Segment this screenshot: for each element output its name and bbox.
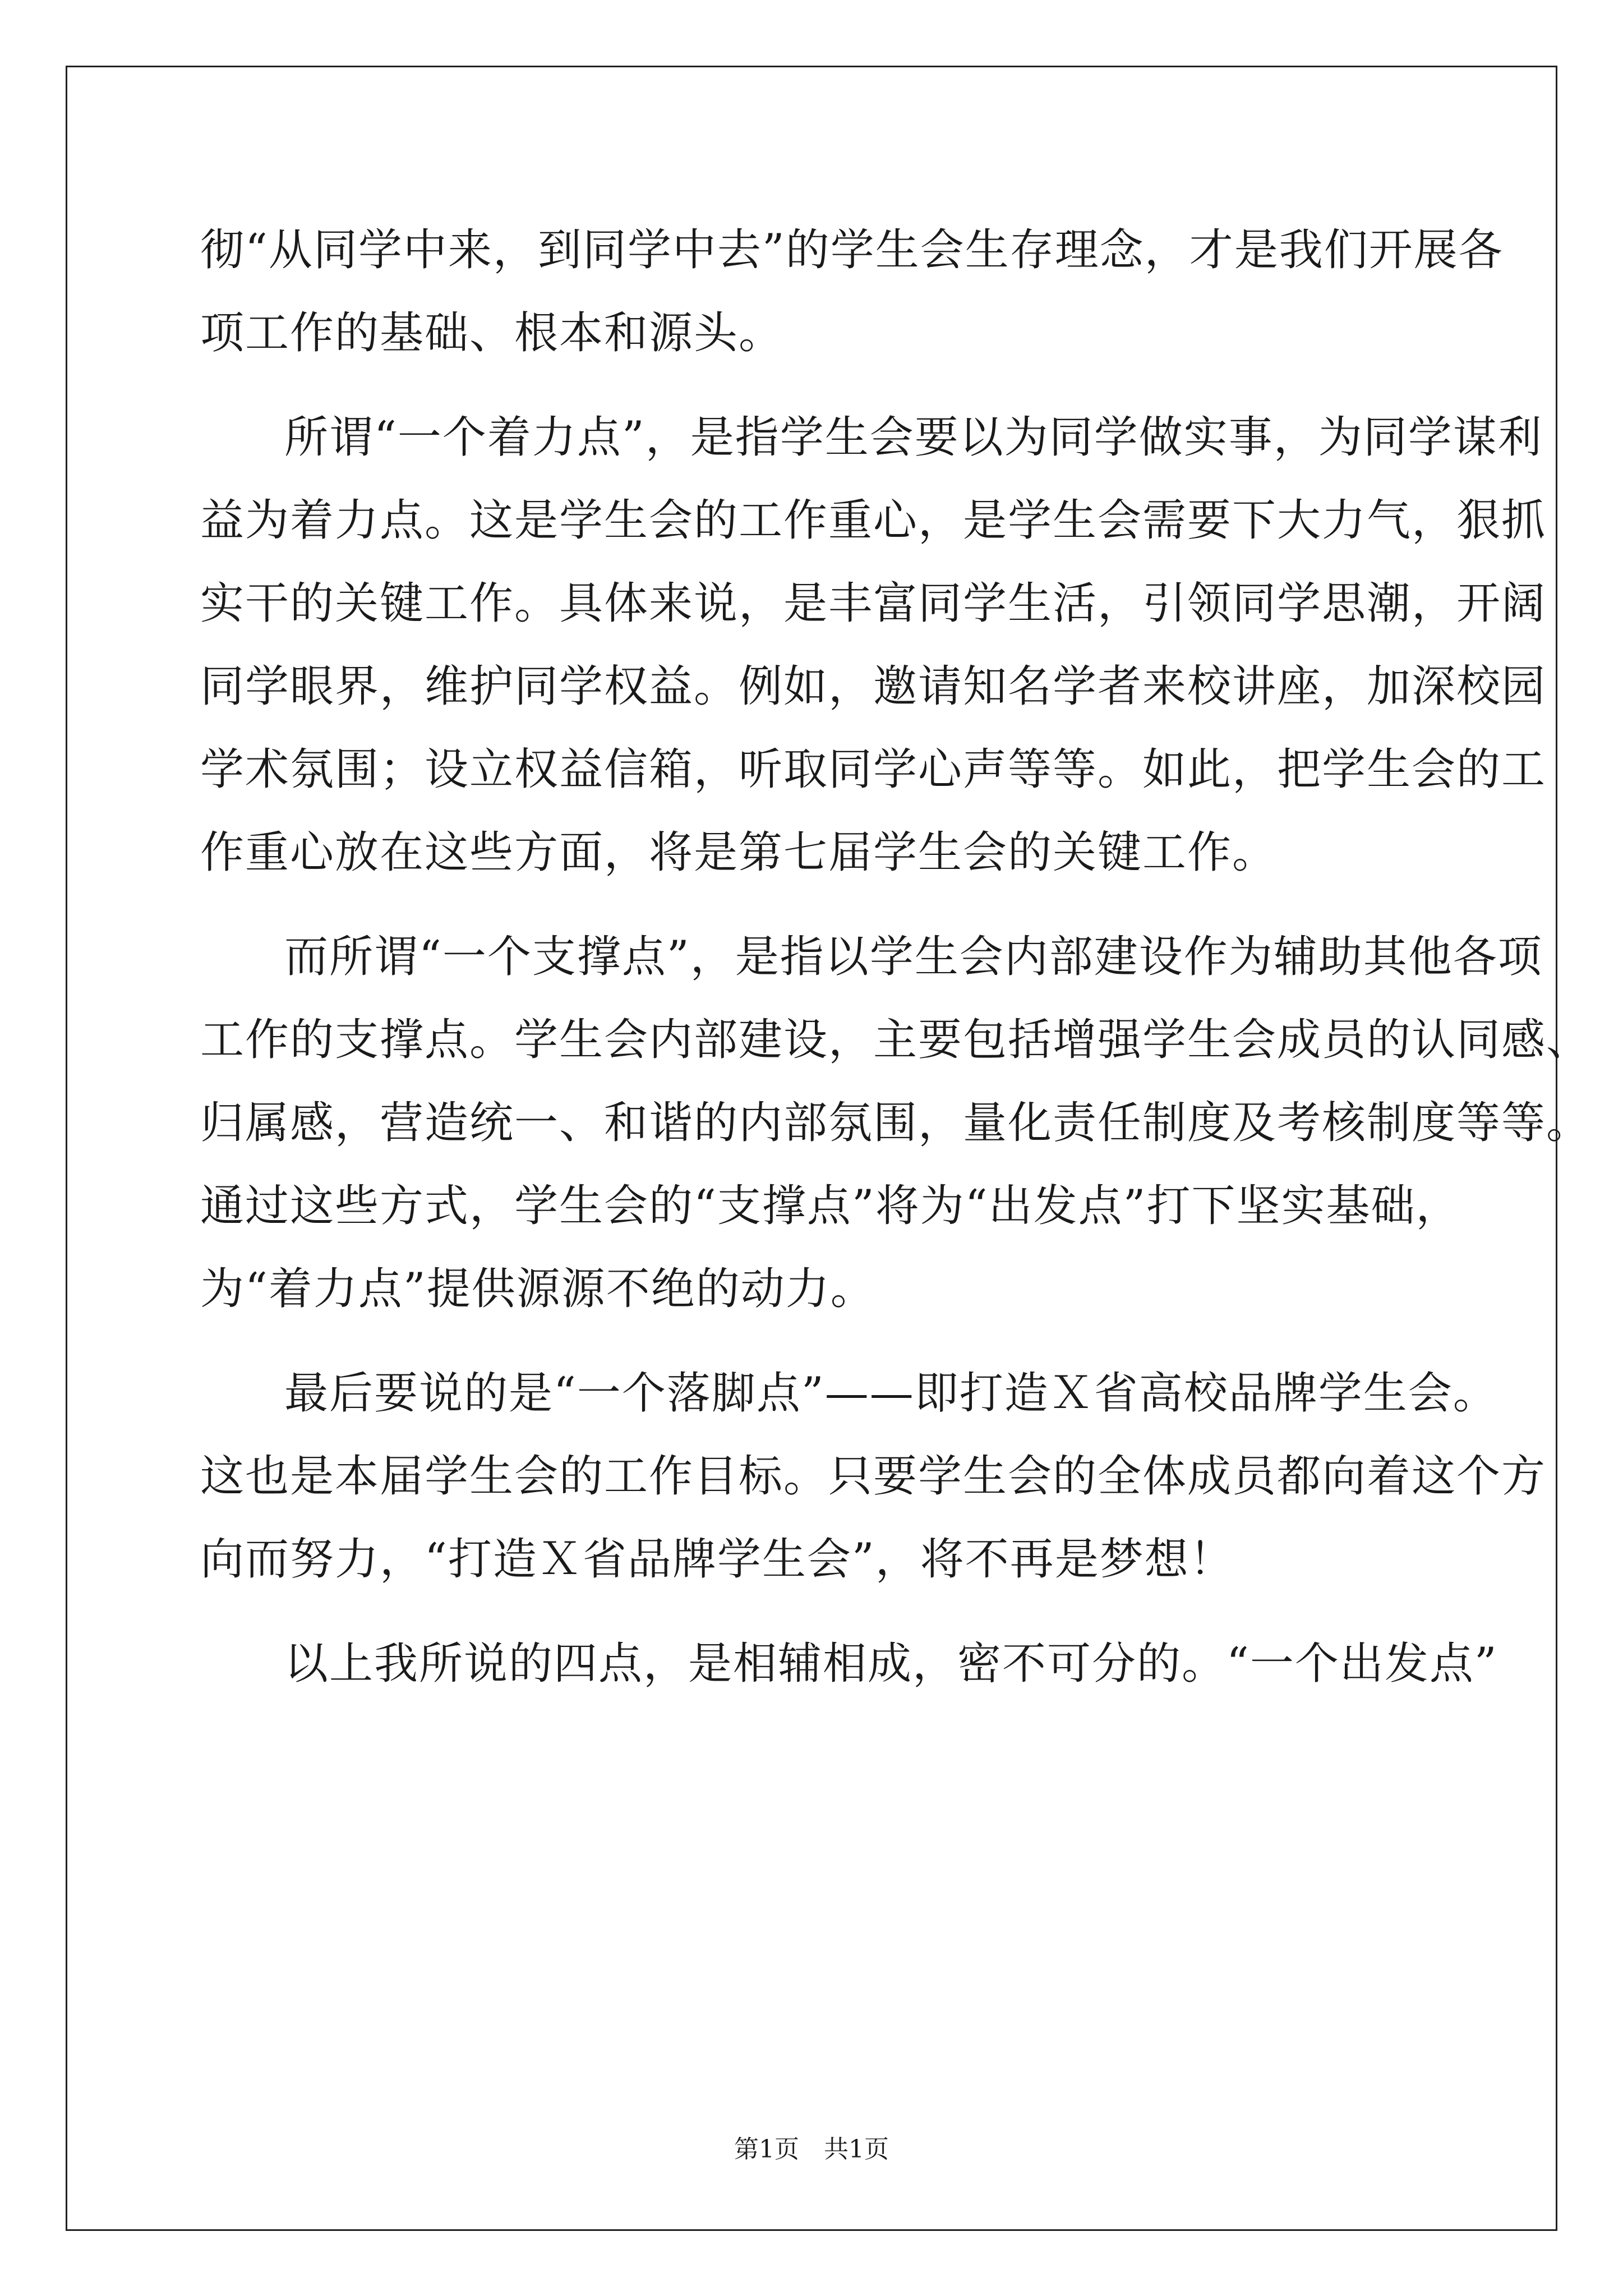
paragraph-2-line-3: 实干的关键工作。具体来说，是丰富同学生活，引领同学思潮，开阔 <box>200 578 1547 629</box>
paragraph-3-line-2: 工作的支撑点。学生会内部建设，主要包括增强学生会成员的认同感、 <box>200 1015 1592 1065</box>
paragraph-2-line-5: 学术氛围；设立权益信箱，听取同学心声等等。如此，把学生会的工 <box>200 744 1547 795</box>
paragraph-2-line-4: 同学眼界，维护同学权益。例如，邀请知名学者来校讲座，加深校园 <box>200 661 1547 712</box>
paragraph-2-line-6: 作重心放在这些方面，将是第七届学生会的关键工作。 <box>200 827 1278 878</box>
paragraph-4-line-3: 向而努力，“打造Ｘ省品牌学生会”，将不再是梦想！ <box>200 1534 1234 1585</box>
page-number-footer: 第1页 共1页 <box>734 2135 889 2164</box>
paragraph-2-line-2: 益为着力点。这是学生会的工作重心，是学生会需要下大力气，狠抓 <box>200 495 1547 546</box>
paragraph-1-line-2: 项工作的基础、根本和源头。 <box>200 308 784 358</box>
paragraph-3-line-1: 而所谓“一个支撑点”，是指以学生会内部建设作为辅助其他各项 <box>284 932 1543 982</box>
document-body <box>200 209 1592 1705</box>
paragraph-4-line-2: 这也是本届学生会的工作目标。只要学生会的全体成员都向着这个方 <box>200 1451 1547 1502</box>
paragraph-2-line-1: 所谓“一个着力点”，是指学生会要以为同学做实事，为同学谋利 <box>284 412 1543 463</box>
paragraph-5-line-1: 以上我所说的四点，是相辅相成，密不可分的。“一个出发点” <box>284 1639 1498 1689</box>
paragraph-3-line-3: 归属感，营造统一、和谐的内部氛围，量化责任制度及考核制度等等。 <box>200 1098 1592 1148</box>
paragraph-3-line-4: 通过这些方式，学生会的“支撑点”将为“出发点”打下坚实基础， <box>200 1181 1461 1231</box>
paragraph-3-line-5: 为“着力点”提供源源不绝的动力。 <box>200 1264 875 1314</box>
paragraph-1-line-1: 彻“从同学中来，到同学中去”的学生会生存理念，才是我们开展各 <box>200 225 1504 275</box>
paragraph-4-line-1: 最后要说的是“一个落脚点”——即打造Ｘ省高校品牌学生会。 <box>284 1368 1498 1419</box>
